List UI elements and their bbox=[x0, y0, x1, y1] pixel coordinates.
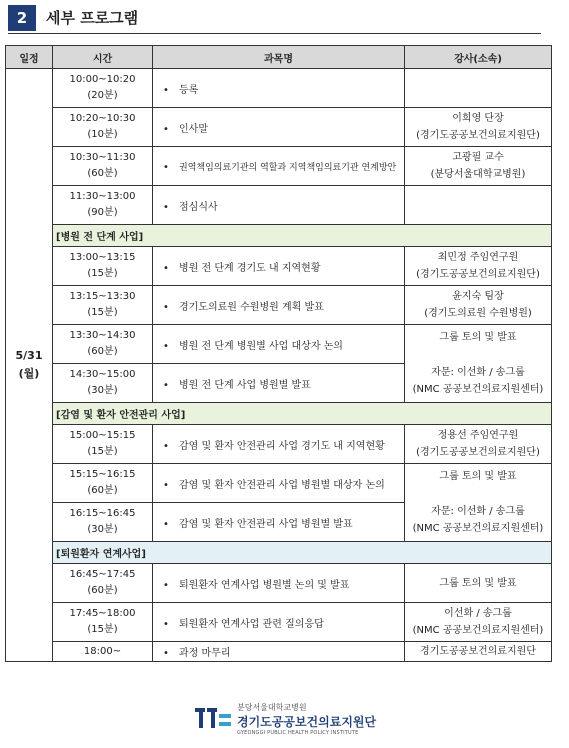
time-cell: 11:30~13:00 (90분) bbox=[53, 186, 153, 225]
table-row bbox=[6, 247, 552, 286]
subject-cell: • 등록 bbox=[153, 69, 405, 108]
header-time: 시간 bbox=[53, 46, 153, 69]
lecturer-cell: 그룹 토의 및 발표 자문: 이선화 / 송그룹 (NMC 공공보건의료지원센터) bbox=[405, 464, 552, 542]
time-cell: 16:45~17:45 (60분) bbox=[53, 564, 153, 603]
table-row bbox=[6, 325, 552, 364]
lecturer-cell: 윤지숙 팀장 (경기도의료원 수원병원) bbox=[405, 286, 552, 325]
footer-institute-english: GYEONGGI PUBLIC HEALTH POLICY INSTITUTE bbox=[237, 730, 359, 736]
table-row bbox=[6, 564, 552, 603]
time-cell: 15:15~16:15 (60분) bbox=[53, 464, 153, 503]
subject-cell: • 병원 전 단계 경기도 내 지역현황 bbox=[153, 247, 405, 286]
category-row bbox=[6, 403, 552, 425]
time-cell: 10:00~10:20 (20분) bbox=[53, 69, 153, 108]
footer-institute: 경기도공공보건의료지원단 bbox=[237, 715, 377, 729]
table-row bbox=[6, 147, 552, 186]
section-underline bbox=[8, 33, 541, 34]
lecturer-cell: 경기도공공보건의료지원단 bbox=[405, 642, 552, 662]
lecturer-cell: 최민정 주임연구원 (경기도공공보건의료지원단) bbox=[405, 247, 552, 286]
lecturer-cell: 이선화 / 송그룹 (NMC 공공보건의료지원센터) bbox=[405, 603, 552, 642]
subject-cell: • 경기도의료원 수원병원 계획 발표 bbox=[153, 286, 405, 325]
header-subject: 과목명 bbox=[153, 46, 405, 69]
time-cell: 13:15~13:30 (15분) bbox=[53, 286, 153, 325]
table-row bbox=[6, 425, 552, 464]
lecturer-cell bbox=[405, 186, 552, 225]
table-row bbox=[6, 642, 552, 662]
time-cell: 18:00~ bbox=[53, 642, 153, 662]
subject-cell: • 인사말 bbox=[153, 108, 405, 147]
subject-cell: • 퇴원환자 연계사업 병원별 논의 및 발표 bbox=[153, 564, 405, 603]
footer-hospital: 분당서울대학교병원 bbox=[237, 703, 307, 712]
header-lecturer: 강사(소속) bbox=[405, 46, 552, 69]
category-label: [병원 전 단계 사업] bbox=[53, 225, 552, 247]
category-row bbox=[6, 225, 552, 247]
time-cell: 15:00~15:15 (15분) bbox=[53, 425, 153, 464]
subject-cell: • 병원 전 단계 사업 병원별 발표 bbox=[153, 364, 405, 403]
table-row bbox=[6, 286, 552, 325]
lecturer-cell: 고광필 교수 (분당서울대학교병원) bbox=[405, 147, 552, 186]
category-label: [감염 및 환자 안전관리 사업] bbox=[53, 403, 552, 425]
program-table bbox=[5, 45, 552, 662]
time-cell: 13:30~14:30 (60분) bbox=[53, 325, 153, 364]
table-row bbox=[6, 69, 552, 108]
header-date: 일정 bbox=[6, 46, 53, 69]
subject-cell: • 퇴원환자 연계사업 관련 질의응답 bbox=[153, 603, 405, 642]
category-label: [퇴원환자 연계사업] bbox=[53, 542, 552, 564]
table-row bbox=[6, 186, 552, 225]
time-cell: 13:00~13:15 (15분) bbox=[53, 247, 153, 286]
footer-logo bbox=[195, 700, 395, 740]
subject-cell: • 감염 및 환자 안전관리 사업 병원별 대상자 논의 bbox=[153, 464, 405, 503]
table-row bbox=[6, 603, 552, 642]
section-number: 2 bbox=[8, 5, 36, 31]
lecturer-cell: 그룹 토의 및 발표 bbox=[405, 564, 552, 603]
lecturer-cell: 이희영 단장 (경기도공공보건의료지원단) bbox=[405, 108, 552, 147]
subject-cell: • 과정 마무리 bbox=[153, 642, 405, 662]
table-row bbox=[6, 464, 552, 503]
time-cell: 16:15~16:45 (30분) bbox=[53, 503, 153, 542]
subject-cell: • 감염 및 환자 안전관리 사업 경기도 내 지역현황 bbox=[153, 425, 405, 464]
subject-cell: • 권역책임의료기관의 역할과 지역책임의료기관 연계방안 bbox=[153, 147, 405, 186]
date-cell: 5/31 (월) bbox=[6, 69, 53, 662]
time-cell: 14:30~15:00 (30분) bbox=[53, 364, 153, 403]
subject-cell: • 감염 및 환자 안전관리 사업 병원별 발표 bbox=[153, 503, 405, 542]
time-cell: 17:45~18:00 (15분) bbox=[53, 603, 153, 642]
subject-cell: • 점심식사 bbox=[153, 186, 405, 225]
section-title: 세부 프로그램 bbox=[46, 9, 139, 27]
institute-logo-icon bbox=[195, 706, 231, 732]
time-cell: 10:20~10:30 (10분) bbox=[53, 108, 153, 147]
section-header bbox=[8, 5, 541, 31]
table-row bbox=[6, 108, 552, 147]
lecturer-cell: 그룹 토의 및 발표 자문: 이선화 / 송그룹 (NMC 공공보건의료지원센터) bbox=[405, 325, 552, 403]
subject-cell: • 병원 전 단계 병원별 사업 대상자 논의 bbox=[153, 325, 405, 364]
category-row bbox=[6, 542, 552, 564]
lecturer-cell bbox=[405, 69, 552, 108]
time-cell: 10:30~11:30 (60분) bbox=[53, 147, 153, 186]
lecturer-cell: 정용선 주임연구원 (경기도공공보건의료지원단) bbox=[405, 425, 552, 464]
